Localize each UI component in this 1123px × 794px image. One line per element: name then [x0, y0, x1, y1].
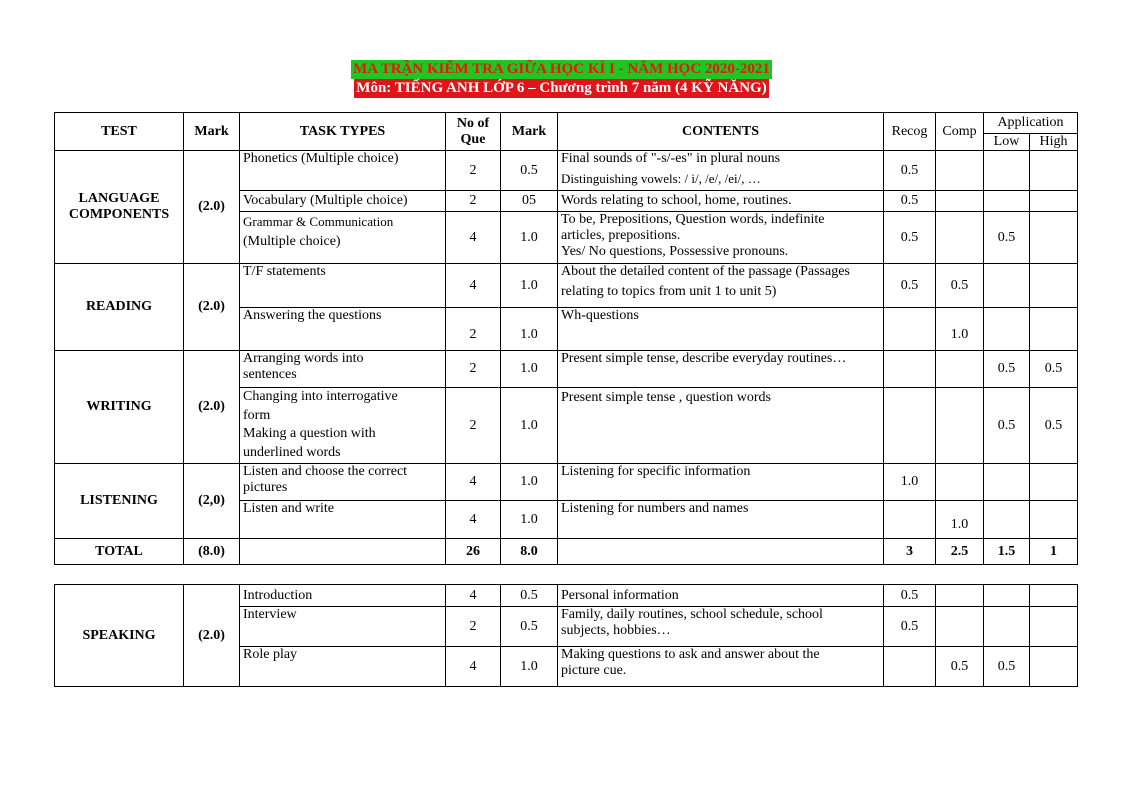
recog-cell: [884, 351, 936, 388]
content-cell: Wh-questions: [558, 308, 884, 351]
content-cell: Words relating to school, home, routines.: [558, 191, 884, 212]
header-no-of-que-line-2: Que: [460, 131, 486, 147]
content-line: picture cue.: [561, 663, 627, 678]
comp-cell: [936, 464, 984, 501]
high-cell: 0.5: [1030, 388, 1078, 464]
total-label: TOTAL: [55, 539, 184, 565]
low-cell: [984, 191, 1030, 212]
content-line: Making questions to ask and answer about the: [561, 647, 820, 662]
comp-cell: 0.5: [936, 264, 984, 308]
high-cell: [1030, 191, 1078, 212]
task-line: underlined words: [243, 444, 341, 460]
que-cell: 2: [446, 607, 501, 647]
que-cell: 4: [446, 501, 501, 539]
header-no-of-que-line-1: No of: [456, 115, 490, 131]
mark-cell: 1.0: [501, 308, 558, 351]
high-cell: [1030, 607, 1078, 647]
task-cell: Role play: [240, 647, 446, 687]
header-row: [55, 113, 1078, 134]
mark-cell: 1.0: [501, 388, 558, 464]
task-line: pictures: [243, 480, 288, 495]
low-cell: [984, 607, 1030, 647]
task-cell: [240, 351, 446, 388]
document-title: [0, 60, 1123, 98]
content-cell: Listening for numbers and names: [558, 501, 884, 539]
section-reading-mark: (2.0): [184, 264, 240, 351]
header-contents: CONTENTS: [558, 113, 884, 151]
table-row: [55, 264, 1078, 308]
total-row: [55, 539, 1078, 565]
section-language-label-line-1: LANGUAGE: [78, 191, 160, 206]
task-line: Changing into interrogative: [243, 389, 398, 404]
que-cell: 2: [446, 191, 501, 212]
recog-cell: [884, 501, 936, 539]
table-row: [55, 351, 1078, 388]
recog-cell: [884, 308, 936, 351]
speaking-table: [54, 584, 1078, 687]
task-cell: Answering the questions: [240, 308, 446, 351]
comp-cell: [936, 607, 984, 647]
que-cell: 4: [446, 264, 501, 308]
task-cell: Interview: [240, 607, 446, 647]
recog-cell: 0.5: [884, 585, 936, 607]
section-language-label: [55, 151, 184, 264]
que-cell: 2: [446, 151, 501, 191]
low-cell: [984, 308, 1030, 351]
task-cell: [240, 388, 446, 464]
comp-cell: [936, 351, 984, 388]
content-cell: Personal information: [558, 585, 884, 607]
section-writing-label: WRITING: [55, 351, 184, 464]
comp-cell: [936, 151, 984, 191]
section-language-label-line-2: COMPONENTS: [68, 207, 170, 222]
recog-cell: 0.5: [884, 607, 936, 647]
section-speaking-label: SPEAKING: [55, 585, 184, 687]
header-high: High: [1030, 134, 1078, 151]
mark-cell: 0.5: [501, 585, 558, 607]
table-row: [55, 151, 1078, 191]
content-line: Final sounds of "-s/-es" in plural nouns: [561, 151, 781, 166]
header-mark: Mark: [184, 113, 240, 151]
header-application: Application: [984, 113, 1078, 134]
header-recog: Recog: [884, 113, 936, 151]
que-cell: 2: [446, 388, 501, 464]
task-cell: Vocabulary (Multiple choice): [240, 191, 446, 212]
que-cell: 4: [446, 585, 501, 607]
content-cell: [558, 151, 884, 191]
high-cell: [1030, 501, 1078, 539]
total-low: 1.5: [984, 539, 1030, 565]
low-cell: 0.5: [984, 351, 1030, 388]
header-low: Low: [984, 134, 1030, 151]
low-cell: [984, 264, 1030, 308]
section-speaking-mark: (2.0): [184, 585, 240, 687]
recog-cell: 0.5: [884, 151, 936, 191]
content-line: subjects, hobbies…: [561, 623, 671, 638]
low-cell: 0.5: [984, 388, 1030, 464]
section-reading-label: READING: [55, 264, 184, 351]
total-que: 26: [446, 539, 501, 565]
low-cell: [984, 585, 1030, 607]
comp-cell: [936, 191, 984, 212]
total-recog: 3: [884, 539, 936, 565]
task-line: (Multiple choice): [243, 234, 341, 249]
low-cell: 0.5: [984, 212, 1030, 264]
recog-cell: 0.5: [884, 264, 936, 308]
task-line: Arranging words into: [243, 351, 364, 366]
header-task-types: TASK TYPES: [240, 113, 446, 151]
task-line: form: [243, 407, 271, 423]
mark-cell: 05: [501, 191, 558, 212]
recog-cell: [884, 388, 936, 464]
total-mark: (8.0): [184, 539, 240, 565]
recog-cell: [884, 647, 936, 687]
content-line: relating to topics from unit 1 to unit 5): [561, 284, 777, 299]
high-cell: [1030, 212, 1078, 264]
content-line: Family, daily routines, school schedule, school: [561, 607, 823, 622]
task-line: Grammar & Communication: [243, 214, 394, 229]
task-cell: [240, 212, 446, 264]
mark-cell: 1.0: [501, 464, 558, 501]
table-row: [55, 585, 1078, 607]
mark-cell: 1.0: [501, 647, 558, 687]
total-mark-2: 8.0: [501, 539, 558, 565]
section-writing-mark: (2.0): [184, 351, 240, 464]
recog-cell: 0.5: [884, 212, 936, 264]
task-cell: Phonetics (Multiple choice): [240, 151, 446, 191]
content-cell: [558, 647, 884, 687]
high-cell: [1030, 264, 1078, 308]
content-cell: Present simple tense, describe everyday routines…: [558, 351, 884, 388]
high-cell: [1030, 308, 1078, 351]
section-listening-label: LISTENING: [55, 464, 184, 539]
header-comp: Comp: [936, 113, 984, 151]
section-listening-mark: (2,0): [184, 464, 240, 539]
mark-cell: 1.0: [501, 264, 558, 308]
task-cell: Listen and write: [240, 501, 446, 539]
comp-cell: 1.0: [936, 501, 984, 539]
task-line: sentences: [243, 367, 297, 382]
high-cell: [1030, 464, 1078, 501]
que-cell: 4: [446, 647, 501, 687]
recog-cell: 0.5: [884, 191, 936, 212]
title-line-2: Môn: TIẾNG ANH LỚP 6 – Chương trình 7 năm (4 KỸ NĂNG): [356, 80, 767, 96]
low-cell: [984, 151, 1030, 191]
high-cell: [1030, 585, 1078, 607]
content-cell: [558, 539, 884, 565]
recog-cell: 1.0: [884, 464, 936, 501]
low-cell: [984, 464, 1030, 501]
que-cell: 2: [446, 351, 501, 388]
mark-cell: 1.0: [501, 351, 558, 388]
mark-cell: 0.5: [501, 607, 558, 647]
task-cell: [240, 539, 446, 565]
mark-cell: 0.5: [501, 151, 558, 191]
high-cell: 0.5: [1030, 351, 1078, 388]
content-cell: Listening for specific information: [558, 464, 884, 501]
task-cell: [240, 464, 446, 501]
que-cell: 2: [446, 308, 501, 351]
task-cell: T/F statements: [240, 264, 446, 308]
high-cell: [1030, 151, 1078, 191]
content-cell: Present simple tense , question words: [558, 388, 884, 464]
comp-cell: 0.5: [936, 647, 984, 687]
content-cell: [558, 607, 884, 647]
header-test: TEST: [55, 113, 184, 151]
total-comp: 2.5: [936, 539, 984, 565]
low-cell: 0.5: [984, 647, 1030, 687]
mark-cell: 1.0: [501, 501, 558, 539]
low-cell: [984, 501, 1030, 539]
comp-cell: [936, 388, 984, 464]
que-cell: 4: [446, 464, 501, 501]
matrix-table: [54, 112, 1078, 565]
content-line: Distinguishing vowels: / i/, /e/, /ei/, …: [561, 171, 761, 186]
content-line: About the detailed content of the passage (Passages: [561, 264, 850, 279]
content-cell: [558, 264, 884, 308]
header-mark-2: Mark: [501, 113, 558, 151]
task-line: Making a question with: [243, 426, 376, 441]
task-line: Listen and choose the correct: [243, 464, 408, 479]
que-cell: 4: [446, 212, 501, 264]
task-cell: Introduction: [240, 585, 446, 607]
total-high: 1: [1030, 539, 1078, 565]
table-row: [55, 464, 1078, 501]
mark-cell: 1.0: [501, 212, 558, 264]
content-cell: [558, 212, 884, 264]
header-no-of-que: [446, 113, 501, 151]
content-line: Yes/ No questions, Possessive pronouns.: [561, 244, 789, 259]
section-language-mark: (2.0): [184, 151, 240, 264]
high-cell: [1030, 647, 1078, 687]
content-line: To be, Prepositions, Question words, indefinite: [561, 212, 825, 227]
comp-cell: [936, 585, 984, 607]
content-line: articles, prepositions.: [561, 228, 681, 243]
comp-cell: [936, 212, 984, 264]
comp-cell: 1.0: [936, 308, 984, 351]
title-line-1: MA TRẬN KIỂM TRA GIỮA HỌC KÌ I - NĂM HỌC 2020-2021: [353, 61, 770, 77]
